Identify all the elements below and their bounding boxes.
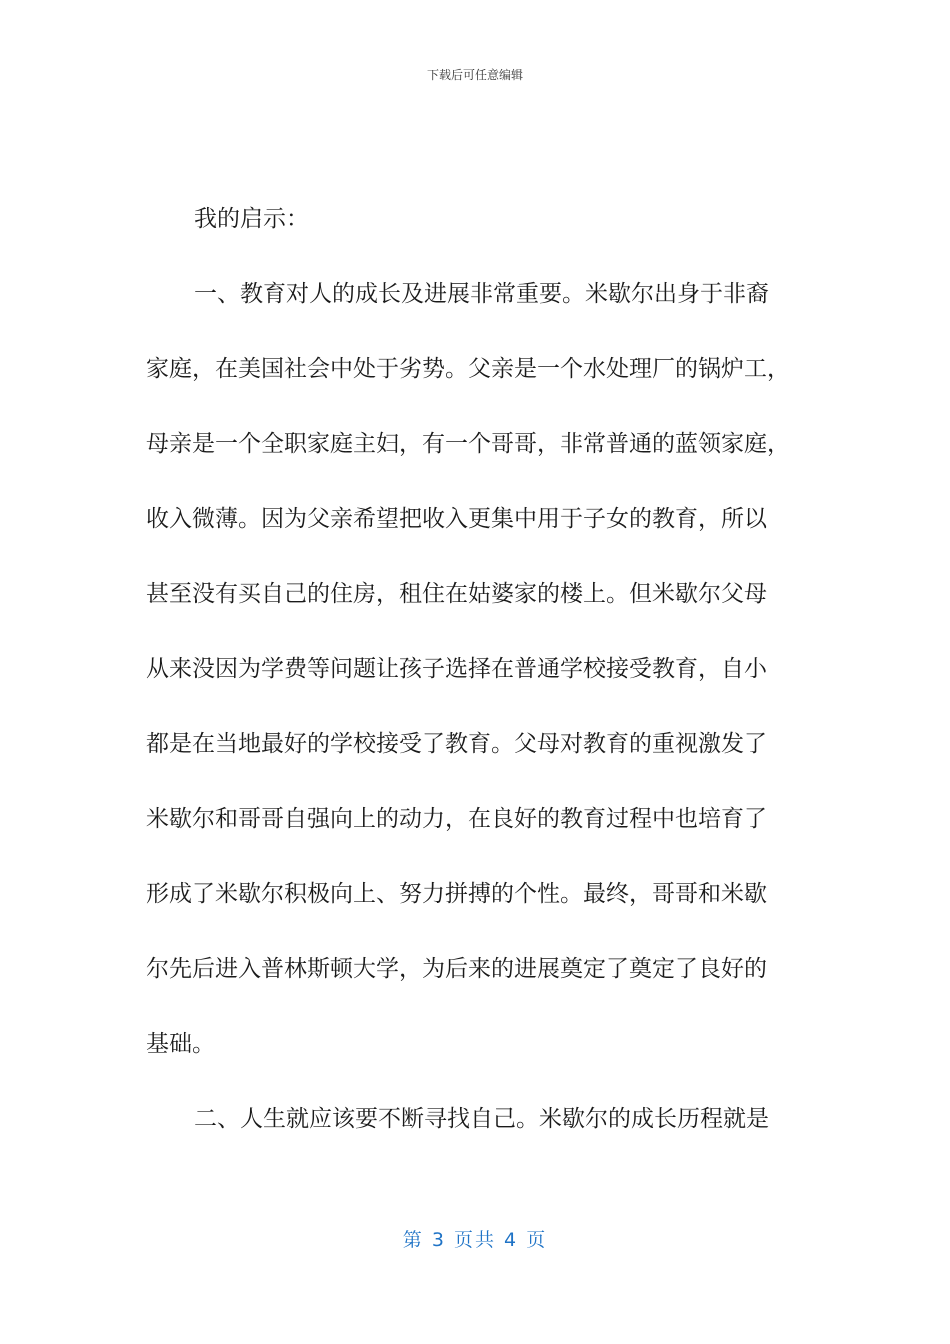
paragraph-line: 基础。 (146, 1031, 215, 1057)
paragraph-line: 家庭，在美国社会中处于劣势。父亲是一个水处理厂的锅炉工， (146, 356, 790, 382)
paragraph-line: 形成了米歇尔积极向上、努力拼搏的个性。最终，哥哥和米歇 (146, 881, 767, 907)
page-label-suffix: 页 (526, 1229, 548, 1251)
paragraph-line: 尔先后进入普林斯顿大学，为后来的进展奠定了奠定了良好的 (146, 956, 767, 982)
paragraph-line: 收入微薄。因为父亲希望把收入更集中用于子女的教育，所以 (146, 506, 767, 532)
document-body (146, 182, 808, 1157)
page-header-note: 下载后可任意编辑 (426, 68, 523, 82)
paragraph-line: 从来没因为学费等问题让孩子选择在普通学校接受教育，自小 (146, 656, 767, 682)
page-number-footer (0, 1225, 950, 1252)
paragraph-self-discovery (146, 1082, 808, 1157)
current-page-number: 3 (431, 1229, 446, 1251)
paragraph-line: 二、人生就应该要不断寻找自己。米歇尔的成长历程就是 (194, 1106, 769, 1132)
paragraph-line: 一、教育对人的成长及进展非常重要。米歇尔出身于非裔 (194, 281, 769, 307)
paragraph-education (146, 257, 808, 1082)
page-label-prefix: 第 (402, 1229, 424, 1251)
paragraph-line: 都是在当地最好的学校接受了教育。父母对教育的重视激发了 (146, 731, 767, 757)
paragraph-line: 甚至没有买自己的住房，租住在姑婆家的楼上。但米歇尔父母 (146, 581, 767, 607)
section-heading: 我的启示： (194, 206, 309, 232)
paragraph-line: 母亲是一个全职家庭主妇，有一个哥哥，非常普通的蓝领家庭， (146, 431, 790, 457)
page-label-mid: 页共 (453, 1229, 496, 1251)
paragraph-line: 米歇尔和哥哥自强向上的动力，在良好的教育过程中也培育了 (146, 806, 767, 832)
total-pages-number: 4 (504, 1229, 519, 1251)
